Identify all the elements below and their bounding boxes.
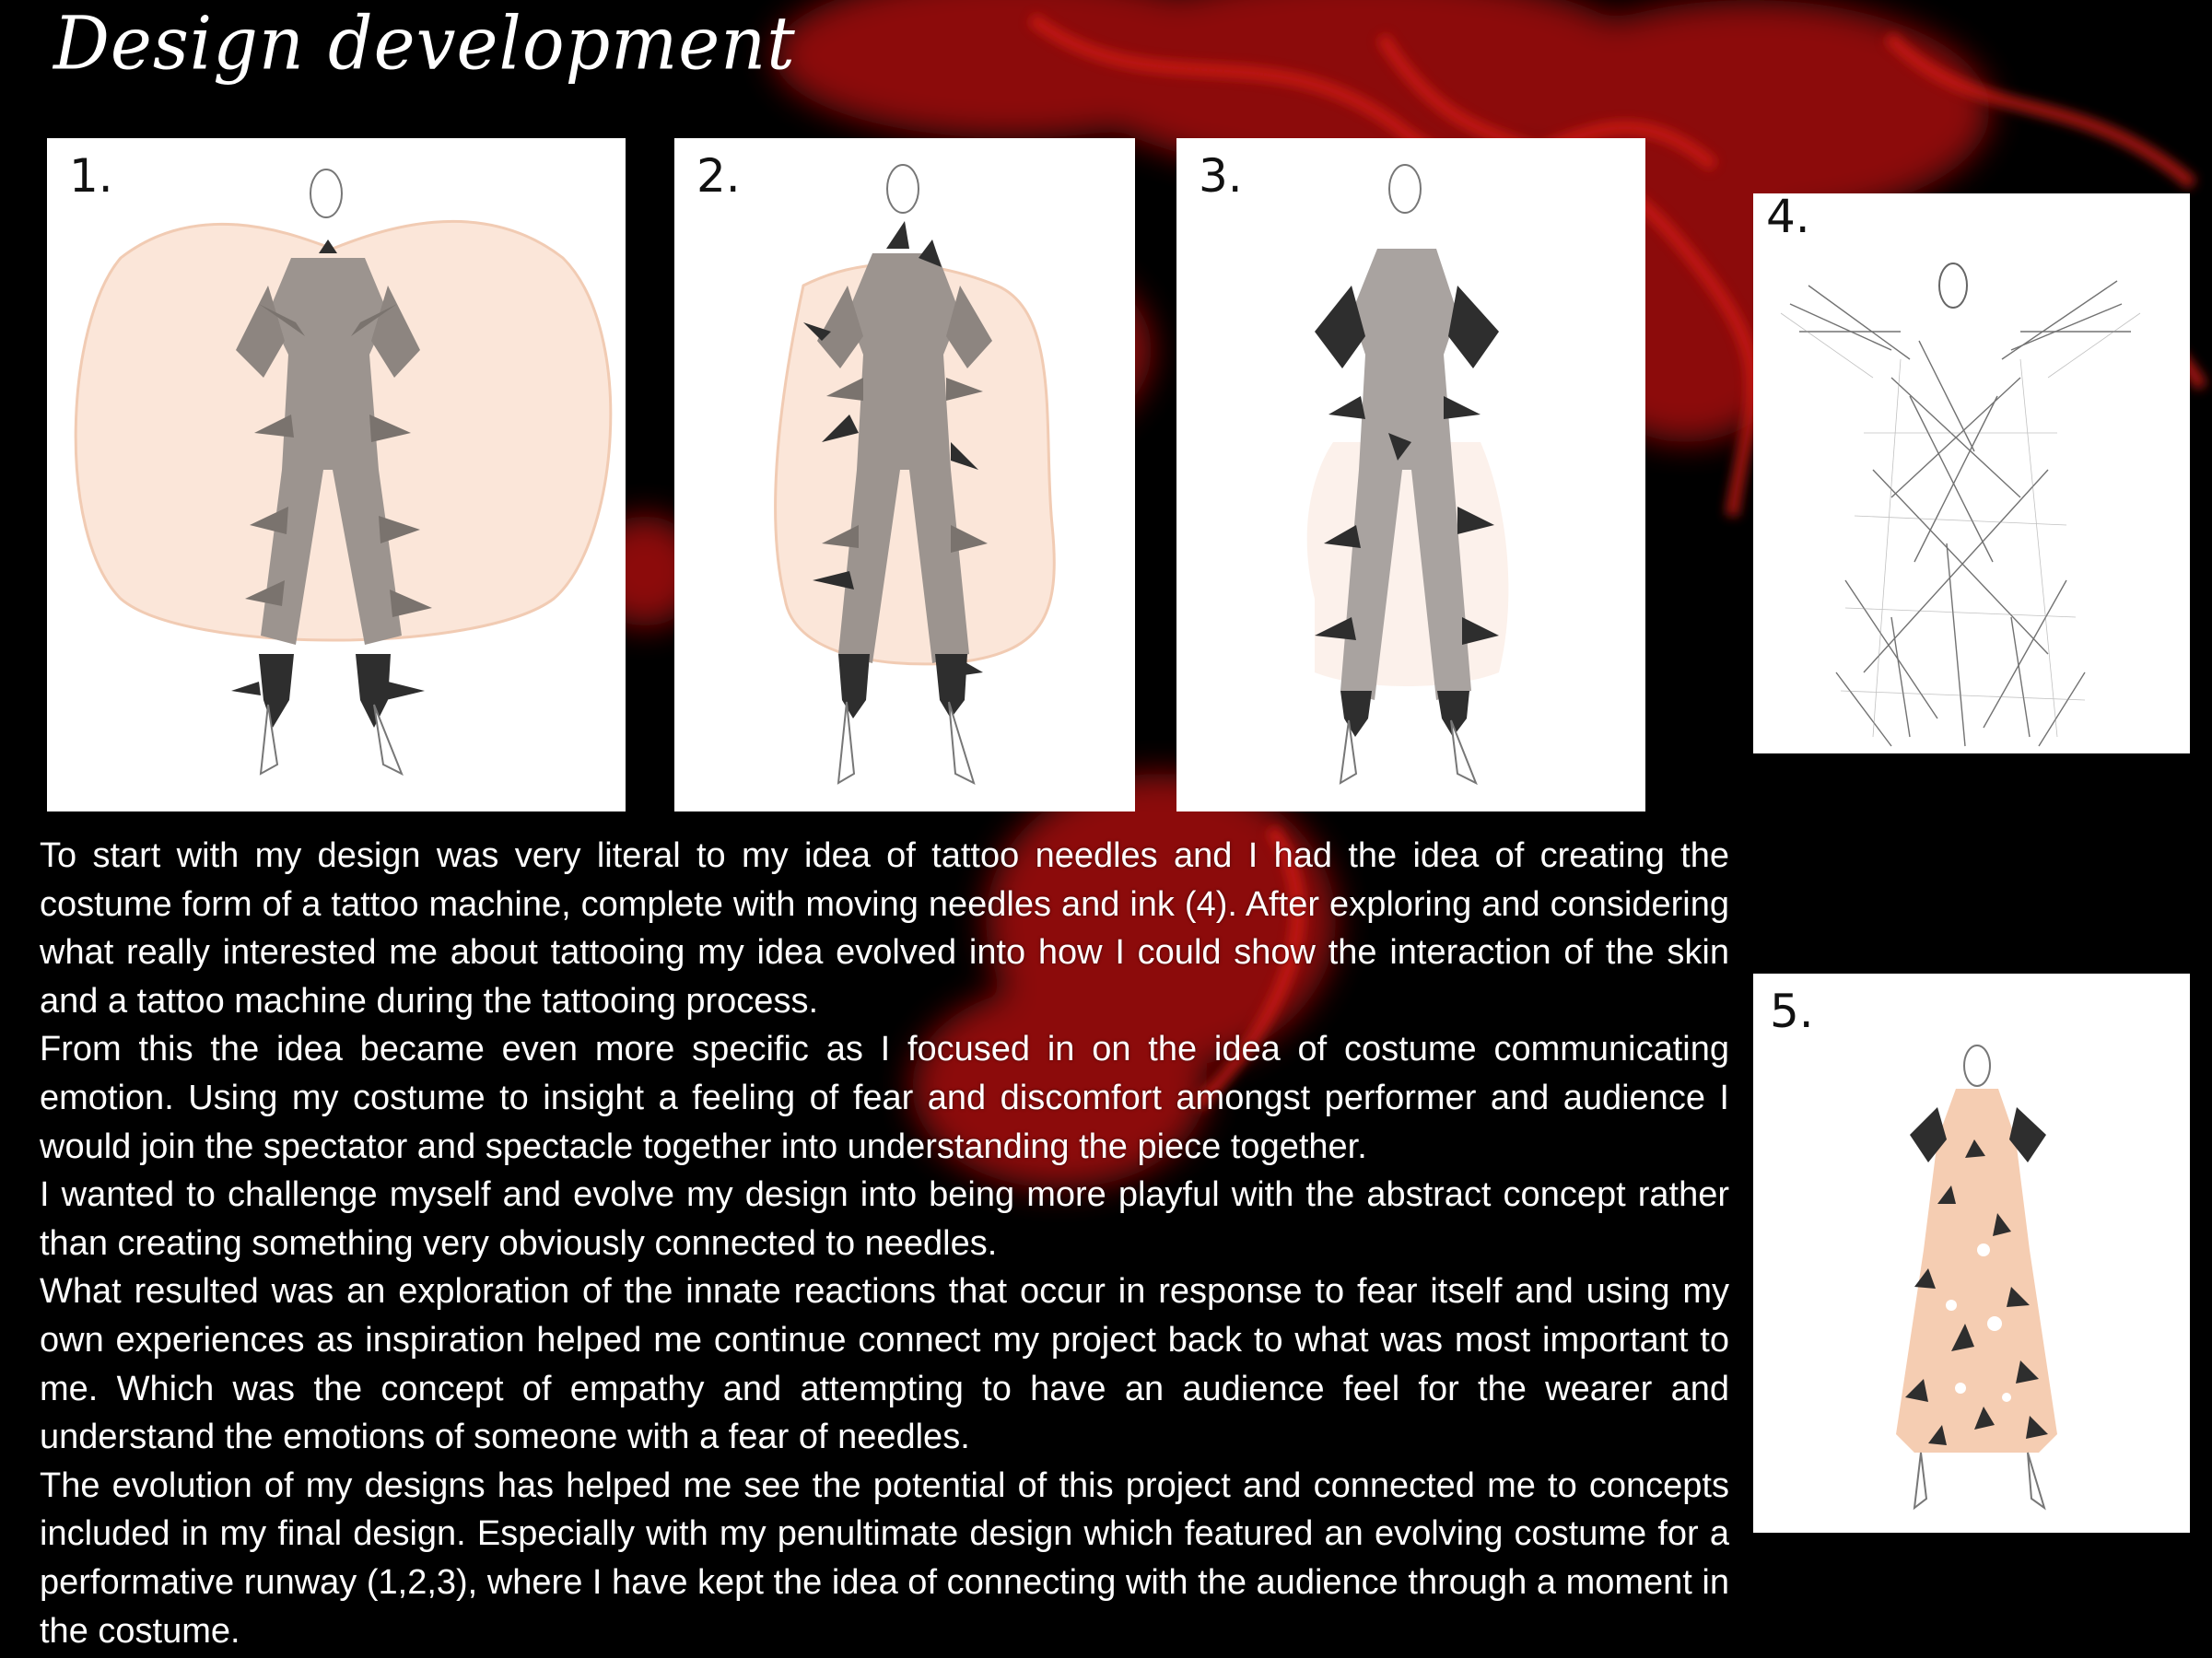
panel-number: 4.	[1766, 193, 1810, 243]
description-text	[40, 832, 1729, 1655]
design-sketch-2	[674, 138, 1135, 811]
panel-number: 1.	[69, 149, 113, 203]
panel-number: 5.	[1770, 985, 1814, 1038]
paragraph: What resulted was an exploration of the innate reactions that occur in response to fear itself and using my own experiences as inspiration helped me continue connect my project back to what was most important to me. Which was the concept of empathy and attempting to have an audience feel for the wearer and understand the emotions of someone with a fear of needles.	[40, 1272, 1729, 1457]
design-panel-1	[47, 138, 626, 811]
design-sketch-4	[1753, 193, 2190, 753]
design-panel-3	[1176, 138, 1645, 811]
paragraph: From this the idea became even more specific as I focused in on the idea of costume communicating emotion. Using my costume to insight a feeling of fear and discomfort amongst performer and audience I would join the spectator and spectacle together into understanding the piece together.	[40, 1030, 1729, 1166]
design-sketch-5	[1753, 974, 2190, 1533]
design-panel-2	[674, 138, 1135, 811]
design-sketch-1	[47, 138, 626, 811]
paragraph: The evolution of my designs has helped me see the potential of this project and connected me to concepts included in my final design. Especially with my penultimate design which featured an evolving costume for a performative runway (1,2,3), where I have kept the idea of connecting with the audience through a moment in the costume.	[40, 1465, 1729, 1651]
paragraph: To start with my design was very literal to my idea of tattoo needles and I had the idea of creating the costume form of a tattoo machine, complete with moving needles and ink (4). After exploring and considering what really interested me about tattooing my idea evolved into how I could show the interaction of the skin and a tattoo machine during the tattooing process.	[40, 836, 1729, 1021]
design-panel-4	[1753, 193, 2190, 753]
design-panel-5	[1753, 974, 2190, 1533]
design-sketch-3	[1176, 138, 1645, 811]
panel-number: 3.	[1199, 149, 1243, 203]
page-title: Design development	[53, 0, 796, 87]
paragraph: I wanted to challenge myself and evolve my design into being more playful with the abstract concept rather than creating something very obviously connected to needles.	[40, 1175, 1729, 1263]
panel-number: 2.	[696, 149, 741, 203]
